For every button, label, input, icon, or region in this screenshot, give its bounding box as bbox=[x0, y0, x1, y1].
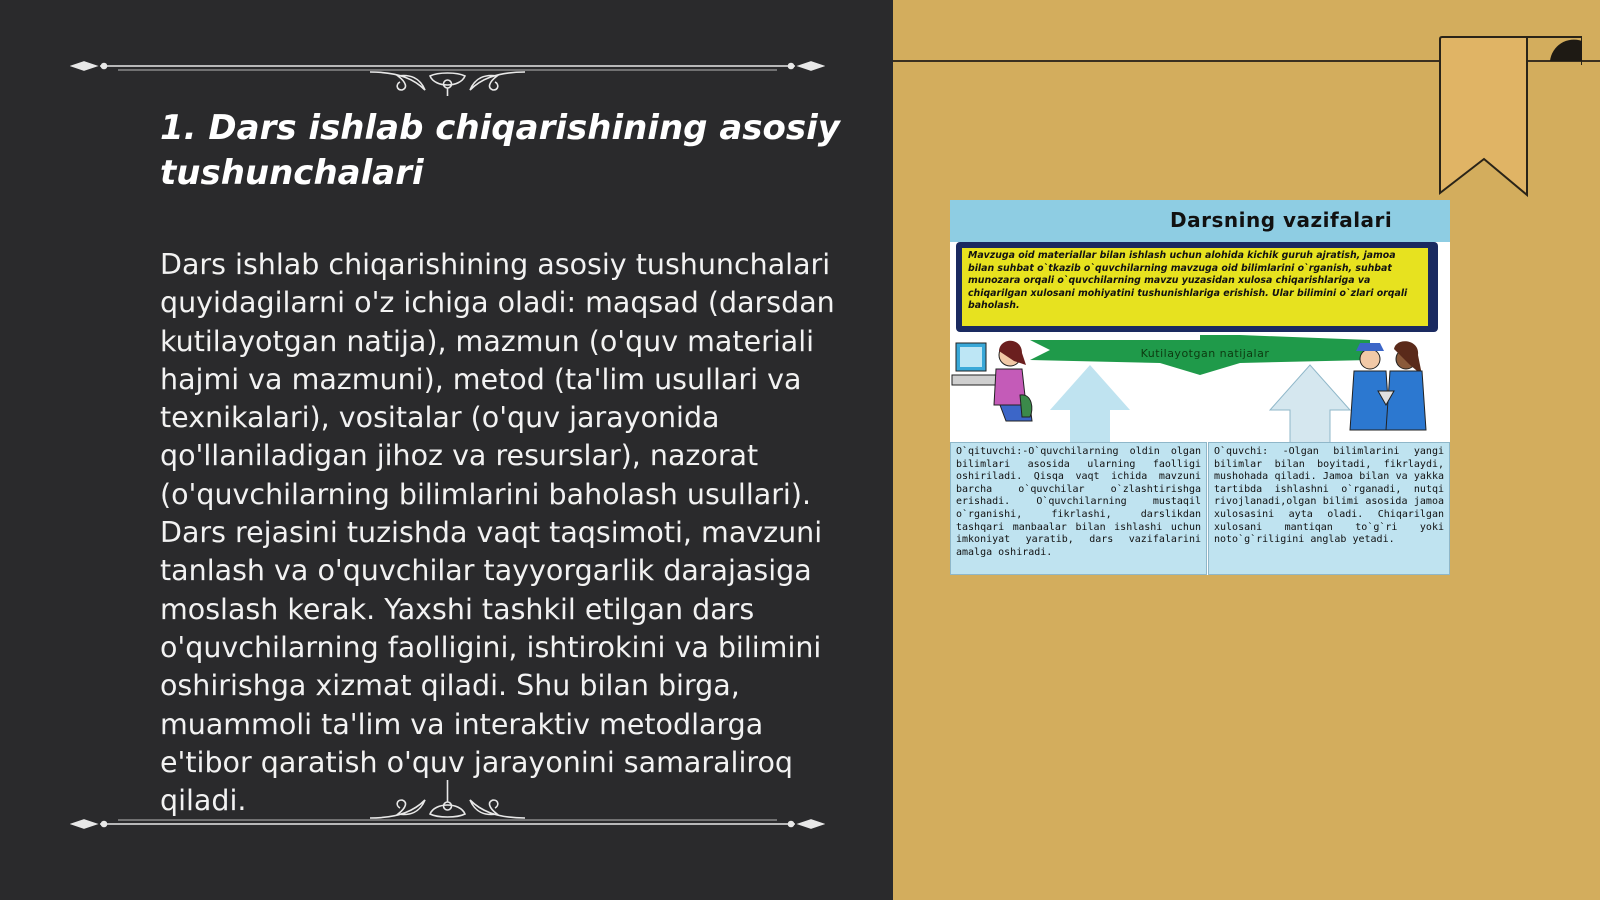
figure-student-text: O`quvchi: -Olgan bilimlarini yangi bilimlar bilan boyitadi, fikrlaydi, mushohada qiladi. Jamoa bilan va yakka tartibda ishlashni o`rganadi, nutqi rivojlanadi,olgan bilimi asosida jamoa xulosasini ayta oladi. Chiqarilgan xulosani mantiqan to`g`ri yoki noto`g`riligini anglab yetadi. bbox=[1214, 446, 1444, 546]
lesson-tasks-figure bbox=[950, 200, 1450, 575]
figure-student-column bbox=[1208, 442, 1450, 575]
teacher-up-arrow-icon bbox=[1050, 365, 1130, 445]
bookmark-ribbon-icon bbox=[1432, 35, 1582, 200]
figure-task-text: Mavzuga oid materiallar bilan ishlash uchun alohida kichik guruh ajratish, jamoa bilan suhbat o`tkazib o`quvchilarning mavzuga oid bilimlarini o`rganish, suhbat munozara orqali o`quvchilarning mavzu yuzasidan xulosa chiqarishlariga va chiqarilgan xulosani mohiyatini tushunishlariga erishish. Ular bilimini o`zlari orqali baholash. bbox=[968, 250, 1408, 311]
students-icon bbox=[1350, 341, 1426, 430]
teacher-computer-icon bbox=[952, 341, 1032, 421]
slide-title: 1. Dars ishlab chiqarishining asosiy tushunchalari bbox=[160, 108, 840, 193]
figure-teacher-column bbox=[950, 442, 1207, 575]
student-up-arrow-icon bbox=[1270, 365, 1350, 445]
figure-teacher-text: O`qituvchi:-O`quvchilarning oldin olgan bilimlari asosida ularning faolligi oshiriladi. Qisqa vaqt ichida mavzuni barcha o`quvchilar o`zlashtirishga erishadi. O`quvchilarning mustaqil o`rganishi, fikrlashi, darslikdan tashqari manbaalar bilan ishlashi uchun imkoniyat yaratib, dars vazifalarini amalga oshiradi. bbox=[956, 446, 1201, 558]
figure-title: Darsning vazifalari bbox=[1170, 208, 1393, 232]
slide-body-text: Dars ishlab chiqarishining asosiy tushunchalari quyidagilarni o'z ichiga oladi: maqsad (darsdan kutilayotgan natija), mazmun (o'quv materiali hajmi va mazmuni), metod (ta'lim usullari va texnikalari), vositalar (o'quv jarayonida qo'llaniladigan jihoz va resurslar), nazorat (o'quvchilarning bilimlarini baholash usullari). Dars rejasini tuzishda vaqt taqsimoti, mavzuni tanlash va o'quvchilar tayyorgarlik darajasiga moslash kerak. Yaxshi tashkil etilgan dars o'quvchilarning faolligini, ishtirokini va bilimini oshirishga xizmat qiladi. Shu bilan birga, muammoli ta'lim va interaktiv metodlarga e'tibor qaratish o'quv jarayonini samaraliroq qiladi. bbox=[160, 248, 835, 818]
figure-results-label: Kutilayotgan natijalar bbox=[1140, 347, 1270, 360]
top-ornament-divider bbox=[70, 36, 825, 96]
